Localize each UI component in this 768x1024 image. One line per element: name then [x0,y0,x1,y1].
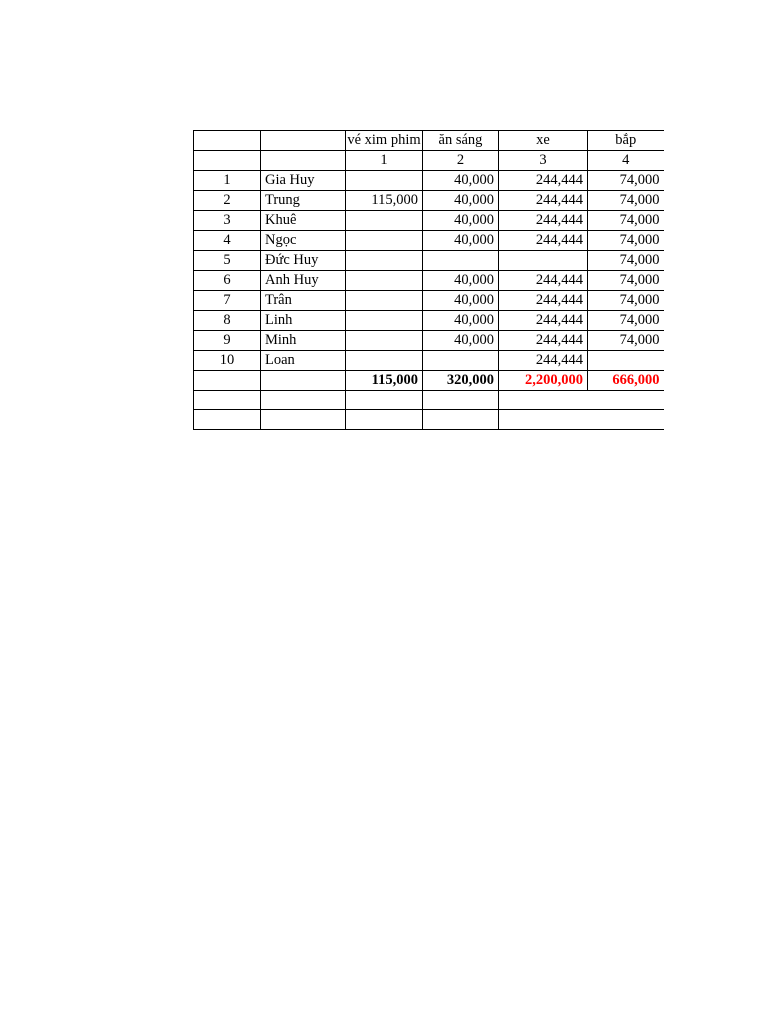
cell-bap[interactable]: 74,000 [588,331,664,351]
cell-bap[interactable]: 74,000 [588,251,664,271]
cell-no[interactable]: 9 [194,331,261,351]
number-cell-ve-xim-phim[interactable]: 1 [346,151,423,171]
cell-name[interactable]: Ngọc [261,231,346,251]
empty-cell[interactable] [261,410,346,429]
header-cell-no[interactable] [194,131,261,151]
cell-an-sang[interactable]: 40,000 [423,191,499,211]
empty-cell[interactable] [588,391,664,410]
total-ve-xim-phim[interactable]: 115,000 [346,371,423,391]
cell-xe[interactable]: 244,444 [499,291,588,311]
cell-no[interactable]: 5 [194,251,261,271]
cell-name[interactable]: Loan [261,351,346,371]
cell-name[interactable]: Đức Huy [261,251,346,271]
cell-xe[interactable]: 244,444 [499,171,588,191]
empty-row [194,410,664,429]
expense-table [193,130,664,430]
header-cell-ve-xim-phim[interactable]: vé xim phim [346,131,423,151]
cell-xe[interactable] [499,251,588,271]
totals-row [194,371,664,391]
cell-an-sang[interactable]: 40,000 [423,331,499,351]
table-row [194,311,664,331]
cell-an-sang[interactable]: 40,000 [423,291,499,311]
cell-ve-xim-phim[interactable] [346,331,423,351]
table-row [194,271,664,291]
cell-an-sang[interactable]: 40,000 [423,311,499,331]
total-bap[interactable]: 666,000 [588,371,664,391]
cell-an-sang[interactable] [423,351,499,371]
empty-cell[interactable] [346,391,423,410]
cell-bap[interactable]: 74,000 [588,311,664,331]
table-row [194,331,664,351]
cell-bap[interactable]: 74,000 [588,171,664,191]
spreadsheet [193,130,663,436]
cell-xe[interactable]: 244,444 [499,231,588,251]
table-row [194,291,664,311]
cell-xe[interactable]: 244,444 [499,351,588,371]
cell-name[interactable]: Khuê [261,211,346,231]
cell-xe[interactable]: 244,444 [499,271,588,291]
empty-row [194,391,664,410]
cell-name[interactable]: Trung [261,191,346,211]
cell-no[interactable]: 3 [194,211,261,231]
total-an-sang[interactable]: 320,000 [423,371,499,391]
empty-cell[interactable] [346,410,423,429]
cell-ve-xim-phim[interactable] [346,251,423,271]
empty-cell[interactable] [588,410,664,429]
cell-no[interactable]: 6 [194,271,261,291]
cell-ve-xim-phim[interactable] [346,231,423,251]
cell-ve-xim-phim[interactable] [346,271,423,291]
empty-cell[interactable] [194,410,261,429]
cell-ve-xim-phim[interactable] [346,291,423,311]
empty-cell[interactable] [423,410,499,429]
cell-an-sang[interactable]: 40,000 [423,231,499,251]
cell-xe[interactable]: 244,444 [499,311,588,331]
cell-bap[interactable]: 74,000 [588,191,664,211]
cell-name[interactable]: Trân [261,291,346,311]
empty-cell[interactable] [423,391,499,410]
cell-an-sang[interactable] [423,251,499,271]
cell-xe[interactable]: 244,444 [499,191,588,211]
cell-an-sang[interactable]: 40,000 [423,271,499,291]
cell-name[interactable]: Minh [261,331,346,351]
cell-no[interactable]: 4 [194,231,261,251]
number-cell-xe[interactable]: 3 [499,151,588,171]
cell-ve-xim-phim[interactable]: 115,000 [346,191,423,211]
cell-bap[interactable]: 74,000 [588,231,664,251]
cell-name[interactable]: Gia Huy [261,171,346,191]
table-row [194,251,664,271]
cell-an-sang[interactable]: 40,000 [423,171,499,191]
table-row [194,191,664,211]
empty-cell[interactable] [194,391,261,410]
cell-bap[interactable] [588,351,664,371]
table-row [194,211,664,231]
cell-an-sang[interactable]: 40,000 [423,211,499,231]
cell-name[interactable]: Linh [261,311,346,331]
cell-no[interactable]: 10 [194,351,261,371]
header-cell-bap[interactable]: bắp [588,131,664,151]
cell-xe[interactable]: 244,444 [499,331,588,351]
cell-ve-xim-phim[interactable] [346,351,423,371]
cell-ve-xim-phim[interactable] [346,171,423,191]
table-row [194,351,664,371]
cell-no[interactable]: 1 [194,171,261,191]
number-cell-an-sang[interactable]: 2 [423,151,499,171]
cell-no[interactable]: 2 [194,191,261,211]
header-cell-an-sang[interactable]: ăn sáng [423,131,499,151]
table-row [194,231,664,251]
total-xe[interactable]: 2,200,000 [499,371,588,391]
cell-xe[interactable]: 244,444 [499,211,588,231]
header-row [194,131,664,151]
totals-cell-name[interactable] [261,371,346,391]
table-row [194,171,664,191]
number-cell-name[interactable] [261,151,346,171]
empty-cell[interactable] [261,391,346,410]
number-cell-no[interactable] [194,151,261,171]
totals-cell-no[interactable] [194,371,261,391]
number-row [194,151,664,171]
number-cell-bap[interactable]: 4 [588,151,664,171]
header-cell-xe[interactable]: xe [499,131,588,151]
empty-cell[interactable] [499,391,588,410]
cell-ve-xim-phim[interactable] [346,211,423,231]
cell-no[interactable]: 8 [194,311,261,331]
header-cell-name[interactable] [261,131,346,151]
cell-bap[interactable]: 74,000 [588,271,664,291]
cell-name[interactable]: Anh Huy [261,271,346,291]
empty-cell[interactable] [499,410,588,429]
cell-no[interactable]: 7 [194,291,261,311]
cell-ve-xim-phim[interactable] [346,311,423,331]
cell-bap[interactable]: 74,000 [588,291,664,311]
cell-bap[interactable]: 74,000 [588,211,664,231]
